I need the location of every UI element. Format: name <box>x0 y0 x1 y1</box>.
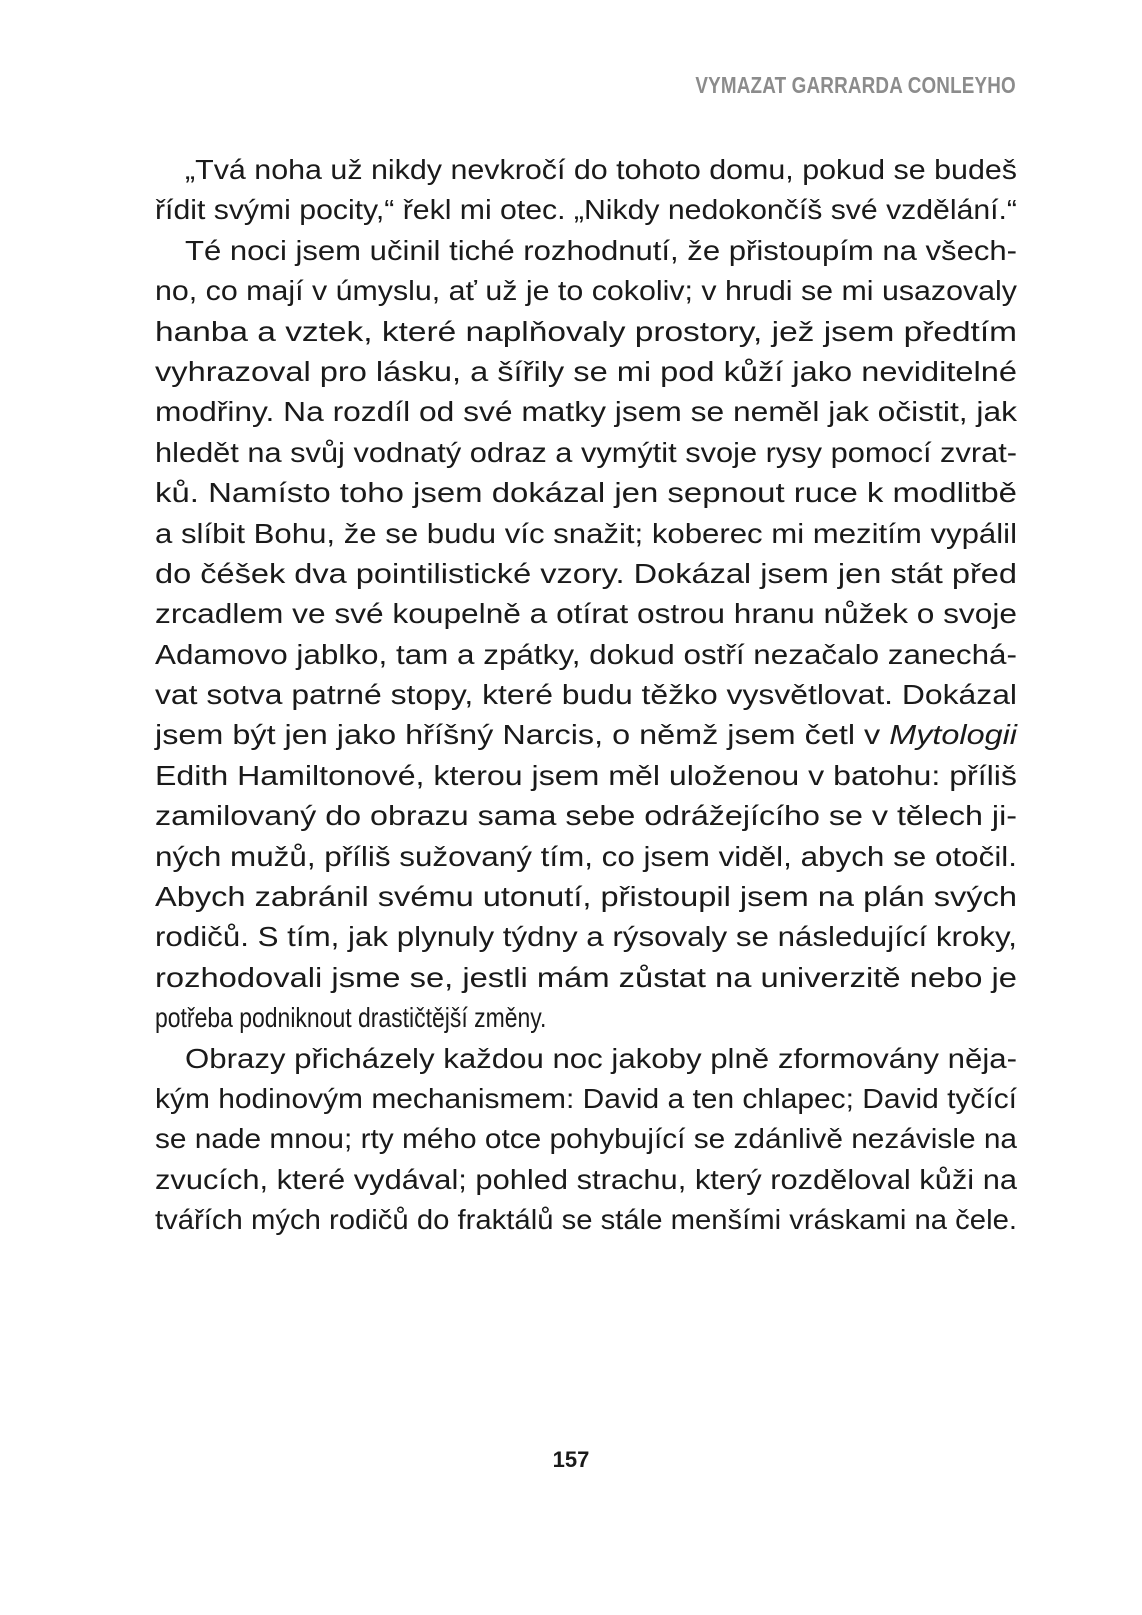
text-line: „Tvá noha už nikdy nevkročí do tohoto domu, pokud se budeš <box>185 154 1017 185</box>
text-line: rozhodovali jsme se, jestli mám zůstat na univerzitě nebo je <box>155 961 1017 993</box>
paragraph-3 <box>155 1039 1017 1241</box>
text-line: potřeba podniknout drastičtější změny. <box>155 1002 547 1034</box>
text-line: vyhrazoval pro lásku, a šířily se mi pod kůží jako neviditelné <box>155 355 1017 387</box>
text-line: zrcadlem ve své koupelně a otírat ostrou hranu nůžek o svoje <box>155 598 1017 630</box>
running-header-title: VYMAZAT GARRARDA CONLEYHO <box>695 72 1016 98</box>
page-number: 157 <box>552 1447 590 1472</box>
text-line: rodičů. S tím, jak plynuly týdny a rýsovaly se následující kroky, <box>155 921 1017 953</box>
text-line: vat sotva patrné stopy, které budu těžko vysvětlovat. Dokázal <box>155 679 1017 711</box>
paragraph-2 <box>155 231 1017 1039</box>
book-title-italic: Mytologii <box>889 719 1017 751</box>
text-line: Té noci jsem učinil tiché rozhodnutí, že přistoupím na všech- <box>185 234 1017 266</box>
text-line: Abych zabránil svému utonutí, přistoupil jsem na plán svých <box>155 881 1018 913</box>
text-line: hanba a vztek, které naplňovaly prostory, jež jsem předtím <box>155 315 1017 347</box>
text-line: do čéšek dva pointilistické vzory. Dokázal jsem jen stát před <box>155 557 1017 589</box>
text-line-with-italic <box>155 715 1017 755</box>
text-line: ných mužů, příliš sužovaný tím, co jsem viděl, abych se otočil. <box>155 840 1017 872</box>
text-line: hledět na svůj vodnatý odraz a vymýtit svoje rysy pomocí zvrat- <box>155 436 1017 468</box>
text-line: Obrazy přicházely každou noc jakoby plně zformovány něja- <box>185 1042 1017 1074</box>
text-line: no, co mají v úmyslu, ať už je to cokoliv; v hrudi se mi usazovaly <box>155 275 1017 307</box>
paragraph-1 <box>155 150 1017 231</box>
text-fragment: jsem být jen jako hříšný Narcis, o němž jsem četl v <box>155 719 890 751</box>
text-line: Adamovo jablko, tam a zpátky, dokud ostří nezačalo zanechá- <box>155 638 1017 670</box>
text-line: kým hodinovým mechanismem: David a ten chlapec; David tyčící <box>155 1082 1017 1114</box>
text-line: modřiny. Na rozdíl od své matky jsem se neměl jak očistit, jak <box>155 396 1017 428</box>
text-line: řídit svými pocity,“ řekl mi otec. „Nikdy nedokončíš své vzdělání.“ <box>155 194 1017 226</box>
text-line: Edith Hamiltonové, kterou jsem měl uloženou v batohu: příliš <box>155 759 1018 791</box>
text-line: a slíbit Bohu, že se budu víc snažit; koberec mi mezitím vypálil <box>155 517 1017 549</box>
text-line: se nade mnou; rty mého otce pohybující se zdánlivě nezávisle na <box>155 1123 1017 1155</box>
text-line: zvucích, které vydával; pohled strachu, který rozděloval kůži na <box>155 1163 1017 1195</box>
body-text <box>155 150 1017 1241</box>
text-line: zamilovaný do obrazu sama sebe odrážejícího se v tělech ji- <box>155 800 1018 832</box>
text-line: tvářích mých rodičů do fraktálů se stále menšími vráskami na čele. <box>155 1204 1017 1236</box>
text-line: ků. Namísto toho jsem dokázal jen sepnout ruce k modlitbě <box>155 477 1018 509</box>
